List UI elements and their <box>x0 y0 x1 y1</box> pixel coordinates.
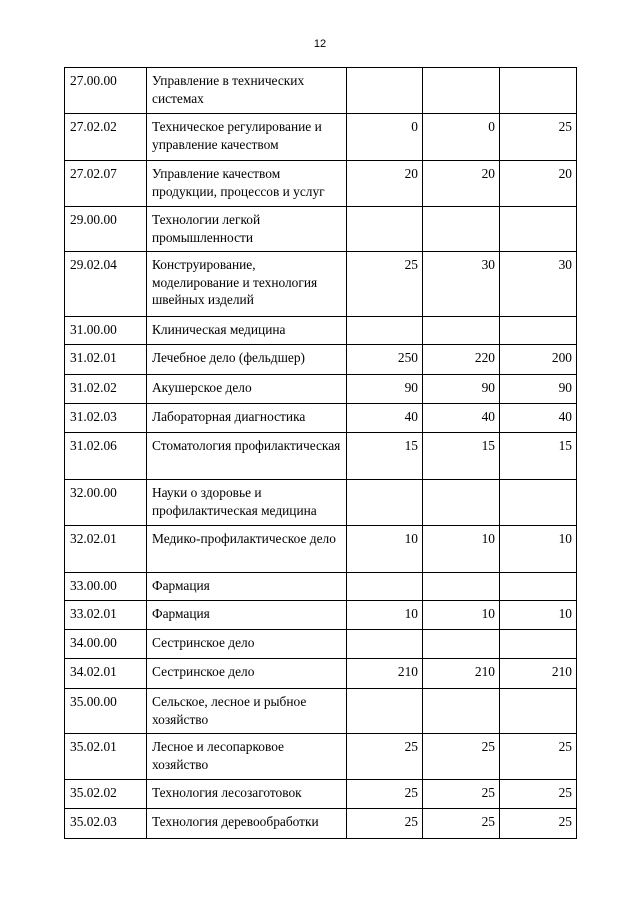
value-cell: 90 <box>500 375 577 404</box>
table-row <box>65 809 577 839</box>
table-row <box>65 630 577 659</box>
table-row <box>65 659 577 689</box>
table-row <box>65 161 577 207</box>
table-row <box>65 526 577 573</box>
specialty-name: Управление в технических системах <box>147 68 347 114</box>
specialty-name: Лечебное дело (фельдшер) <box>147 345 347 375</box>
specialty-code: 31.02.02 <box>65 375 147 404</box>
value-cell: 25 <box>500 780 577 809</box>
value-cell: 10 <box>500 601 577 630</box>
specialty-name: Науки о здоровье и профилактическая медицина <box>147 480 347 526</box>
value-cell: 20 <box>347 161 423 207</box>
value-cell <box>347 573 423 601</box>
table-row <box>65 207 577 252</box>
value-cell <box>347 480 423 526</box>
specialty-name: Фармация <box>147 573 347 601</box>
specialty-name: Фармация <box>147 601 347 630</box>
specialty-name: Управление качеством продукции, процессов и услуг <box>147 161 347 207</box>
value-cell <box>500 68 577 114</box>
specialty-name: Технология лесозаготовок <box>147 780 347 809</box>
value-cell: 220 <box>423 345 500 375</box>
table-row <box>65 433 577 480</box>
value-cell <box>500 207 577 252</box>
specialty-name: Лабораторная диагностика <box>147 404 347 433</box>
value-cell: 25 <box>423 734 500 780</box>
specialty-name: Технология деревообработки <box>147 809 347 839</box>
table-row <box>65 480 577 526</box>
specialty-code: 35.00.00 <box>65 689 147 734</box>
specialty-name: Сестринское дело <box>147 659 347 689</box>
specialty-code: 31.00.00 <box>65 317 147 345</box>
value-cell: 10 <box>347 526 423 573</box>
value-cell: 210 <box>347 659 423 689</box>
value-cell: 25 <box>500 114 577 161</box>
value-cell <box>423 317 500 345</box>
specialty-name: Медико-профилактическое дело <box>147 526 347 573</box>
value-cell: 15 <box>347 433 423 480</box>
value-cell: 0 <box>423 114 500 161</box>
specialties-table <box>64 67 577 839</box>
value-cell <box>347 317 423 345</box>
value-cell <box>500 480 577 526</box>
table-row <box>65 114 577 161</box>
specialty-code: 27.00.00 <box>65 68 147 114</box>
value-cell: 25 <box>347 734 423 780</box>
specialty-code: 29.02.04 <box>65 252 147 317</box>
table-row <box>65 734 577 780</box>
value-cell: 40 <box>347 404 423 433</box>
specialty-code: 31.02.03 <box>65 404 147 433</box>
value-cell: 25 <box>423 809 500 839</box>
value-cell <box>423 207 500 252</box>
value-cell: 10 <box>423 601 500 630</box>
table-row <box>65 573 577 601</box>
specialty-name: Стоматология профилактическая <box>147 433 347 480</box>
value-cell <box>347 630 423 659</box>
value-cell <box>423 68 500 114</box>
value-cell <box>347 689 423 734</box>
table-row <box>65 317 577 345</box>
specialty-code: 35.02.01 <box>65 734 147 780</box>
specialty-name: Техническое регулирование и управление качеством <box>147 114 347 161</box>
specialty-name: Сельское, лесное и рыбное хозяйство <box>147 689 347 734</box>
value-cell: 15 <box>423 433 500 480</box>
table-row <box>65 780 577 809</box>
specialty-name: Конструирование, моделирование и технология швейных изделий <box>147 252 347 317</box>
specialty-code: 35.02.03 <box>65 809 147 839</box>
specialty-code: 32.00.00 <box>65 480 147 526</box>
value-cell: 210 <box>423 659 500 689</box>
value-cell: 10 <box>423 526 500 573</box>
value-cell: 25 <box>347 809 423 839</box>
table-row <box>65 345 577 375</box>
value-cell <box>423 689 500 734</box>
value-cell: 40 <box>500 404 577 433</box>
value-cell <box>347 207 423 252</box>
specialty-code: 31.02.06 <box>65 433 147 480</box>
table-row <box>65 404 577 433</box>
table-row <box>65 689 577 734</box>
value-cell <box>500 689 577 734</box>
value-cell: 25 <box>347 780 423 809</box>
specialty-code: 29.00.00 <box>65 207 147 252</box>
value-cell <box>347 68 423 114</box>
specialty-code: 32.02.01 <box>65 526 147 573</box>
value-cell <box>423 480 500 526</box>
value-cell <box>423 573 500 601</box>
specialty-name: Технологии легкой промышленности <box>147 207 347 252</box>
value-cell: 20 <box>423 161 500 207</box>
page-number: 12 <box>313 38 327 50</box>
value-cell <box>500 317 577 345</box>
value-cell <box>423 630 500 659</box>
value-cell: 0 <box>347 114 423 161</box>
specialty-name: Лесное и лесопарковое хозяйство <box>147 734 347 780</box>
value-cell: 30 <box>423 252 500 317</box>
specialty-code: 34.00.00 <box>65 630 147 659</box>
specialty-code: 27.02.07 <box>65 161 147 207</box>
specialty-code: 31.02.01 <box>65 345 147 375</box>
value-cell: 200 <box>500 345 577 375</box>
specialty-code: 33.02.01 <box>65 601 147 630</box>
table-row <box>65 601 577 630</box>
value-cell: 30 <box>500 252 577 317</box>
value-cell: 250 <box>347 345 423 375</box>
specialty-code: 27.02.02 <box>65 114 147 161</box>
value-cell: 20 <box>500 161 577 207</box>
specialty-code: 34.02.01 <box>65 659 147 689</box>
value-cell <box>500 630 577 659</box>
specialty-name: Клиническая медицина <box>147 317 347 345</box>
value-cell: 15 <box>500 433 577 480</box>
value-cell: 40 <box>423 404 500 433</box>
specialty-name: Акушерское дело <box>147 375 347 404</box>
table-row <box>65 68 577 114</box>
specialty-code: 35.02.02 <box>65 780 147 809</box>
value-cell: 90 <box>423 375 500 404</box>
table-row <box>65 375 577 404</box>
value-cell: 25 <box>500 809 577 839</box>
value-cell: 25 <box>423 780 500 809</box>
value-cell: 25 <box>347 252 423 317</box>
value-cell: 90 <box>347 375 423 404</box>
value-cell: 10 <box>347 601 423 630</box>
value-cell: 210 <box>500 659 577 689</box>
specialty-name: Сестринское дело <box>147 630 347 659</box>
specialty-code: 33.00.00 <box>65 573 147 601</box>
value-cell: 10 <box>500 526 577 573</box>
table-row <box>65 252 577 317</box>
value-cell <box>500 573 577 601</box>
value-cell: 25 <box>500 734 577 780</box>
